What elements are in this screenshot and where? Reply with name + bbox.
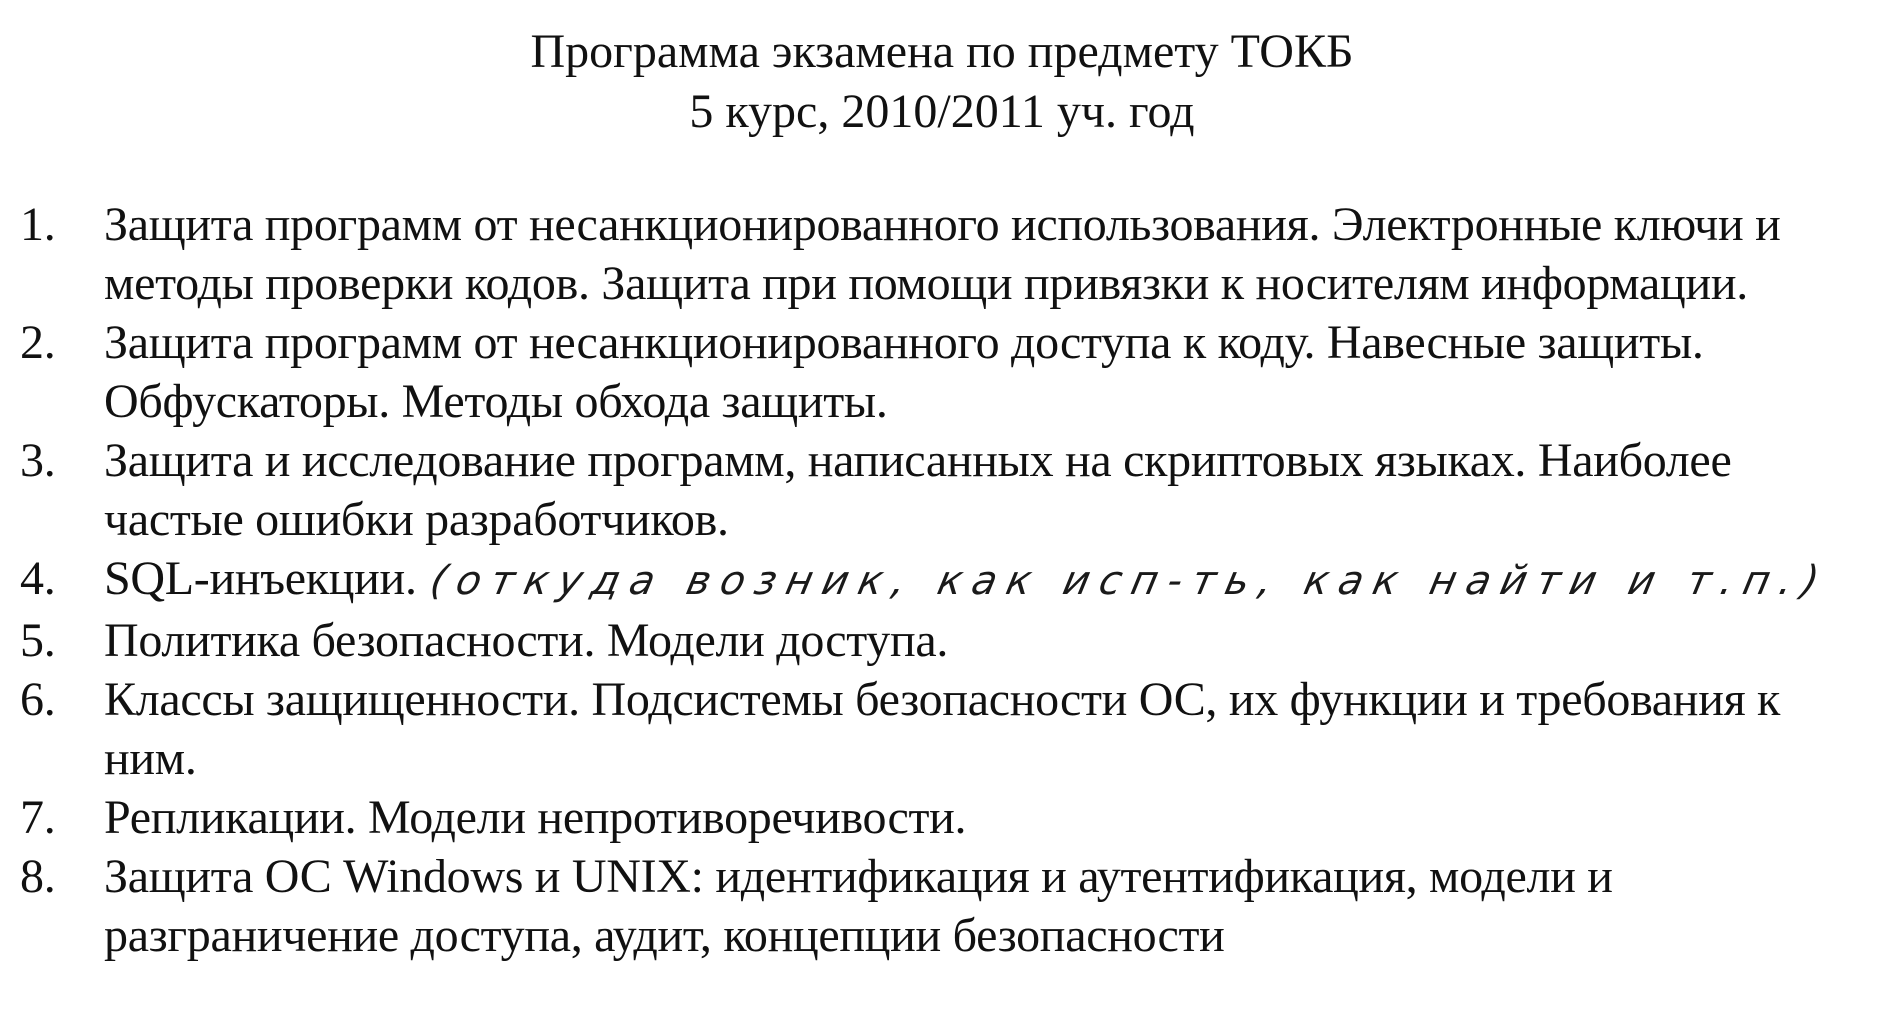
item-number: 2. [20, 316, 56, 369]
item-number: 6. [20, 673, 56, 726]
item-text-wrapper [104, 549, 1880, 611]
item-text: Классы защищенности. Подсистемы безопасности ОС, их функции и требования к ним. [104, 673, 1781, 785]
list-item [20, 195, 1880, 313]
item-text: Защита программ от несанкционированного доступа к коду. Навесные защиты. Обфускаторы. Методы обхода защиты. [104, 316, 1704, 428]
item-number: 7. [20, 791, 56, 844]
list-item [20, 549, 1880, 611]
list-item [20, 788, 1880, 847]
document-header [0, 22, 1884, 142]
item-number: 4. [20, 552, 56, 605]
item-number: 3. [20, 434, 56, 487]
item-text: Репликации. Модели непротиворечивости. [104, 791, 967, 844]
document-title: Программа экзамена по предмету ТОКБ [530, 25, 1354, 78]
exam-topics-list [20, 195, 1880, 965]
item-number: 8. [20, 850, 56, 903]
item-text: Защита и исследование программ, написанных на скриптовых языках. Наиболее частые ошибки разработчиков. [104, 434, 1732, 546]
item-number: 5. [20, 614, 56, 667]
item-text: Политика безопасности. Модели доступа. [104, 614, 949, 667]
list-item [20, 847, 1880, 965]
item-number: 1. [20, 198, 56, 251]
handwritten-note: (откуда возник, как исп-ть, как найти и т.п.) [425, 558, 1833, 604]
item-text: SQL-инъекции. [104, 552, 417, 605]
document-subtitle: 5 курс, 2010/2011 уч. год [689, 85, 1195, 138]
list-item [20, 670, 1880, 788]
list-item [20, 611, 1880, 670]
item-text: Защита ОС Windows и UNIX: идентификация и аутентификация, модели и разграничение доступа, аудит, концепции безопасности [104, 850, 1613, 962]
list-item [20, 431, 1880, 549]
list-item [20, 313, 1880, 431]
item-text: Защита программ от несанкционированного использования. Электронные ключи и методы проверки кодов. Защита при помощи привязки к носителям информации. [104, 198, 1781, 310]
